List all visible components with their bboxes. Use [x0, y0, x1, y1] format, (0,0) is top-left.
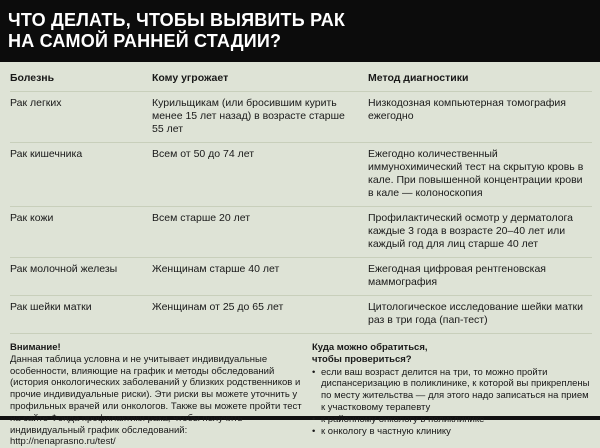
method-cell: Цитологическое исследование шейки матки раз в три года (пап-тест)	[368, 301, 583, 326]
list-item-text: к онкологу в частную клинику	[321, 425, 451, 437]
disease-cell: Рак кишечника	[10, 148, 83, 160]
table-row	[10, 207, 592, 258]
attention-section	[10, 342, 302, 448]
method-cell: Ежегодно количественный иммунохимический тест на скрытую кровь в кале. При повышенной концентрации крови в кале — колоноскопия	[368, 148, 584, 199]
column-header-method: Метод диагностики	[368, 72, 469, 84]
attention-title: Внимание!	[10, 342, 61, 353]
method-cell: Низкодозная компьютерная томография ежегодно	[368, 97, 566, 122]
list-item	[312, 426, 592, 438]
where-to-go-section	[312, 342, 592, 448]
where-to-go-list	[312, 367, 592, 438]
table-row	[10, 92, 592, 143]
list-item	[312, 367, 592, 414]
who-cell: Женщинам от 25 до 65 лет	[152, 301, 284, 313]
disease-cell: Рак молочной железы	[10, 263, 118, 275]
footer-notes	[0, 334, 600, 448]
table-header-row	[10, 70, 592, 92]
table-row	[10, 258, 592, 296]
list-item-text: если ваш возраст делится на три, то можно пройти диспансеризацию в поликлинике, к которой вы прикреплены по месту жительства — для этого надо записаться на прием к участковому терапевту	[321, 366, 590, 413]
who-cell: Курильщикам (или бросившим курить менее 15 лет назад) в возрасте старше 55 лет	[152, 97, 345, 135]
where-to-go-title-line1: Куда можно обратиться,	[312, 342, 428, 353]
attention-link[interactable]: http://nenaprasno.ru/test/	[10, 436, 116, 448]
column-header-disease: Болезнь	[10, 72, 55, 84]
title-bar	[0, 0, 600, 62]
page-title	[8, 10, 590, 52]
screening-table	[0, 62, 600, 334]
disease-cell: Рак кожи	[10, 212, 54, 224]
who-cell: Всем старше 20 лет	[152, 212, 251, 224]
bullet-icon: •	[312, 425, 316, 437]
method-cell: Профилактический осмотр у дерматолога каждые 3 года в возрасте 20–40 лет или каждый год для лиц старше 40 лет	[368, 212, 573, 250]
who-cell: Женщинам старше 40 лет	[152, 263, 280, 275]
bullet-icon: •	[312, 366, 316, 378]
disease-cell: Рак легких	[10, 97, 62, 109]
who-cell: Всем от 50 до 74 лет	[152, 148, 255, 160]
method-cell: Ежегодная цифровая рентгеновская маммография	[368, 263, 546, 288]
column-header-who: Кому угрожает	[152, 72, 229, 84]
table-row	[10, 143, 592, 207]
page-title-line2: НА САМОЙ РАННЕЙ СТАДИИ?	[8, 31, 282, 51]
page-title-line1: ЧТО ДЕЛАТЬ, ЧТОБЫ ВЫЯВИТЬ РАК	[8, 10, 346, 30]
bullet-icon: •	[312, 413, 316, 425]
disease-cell: Рак шейки матки	[10, 301, 92, 313]
list-item-text: к районному онкологу в поликлинике	[321, 413, 485, 425]
table-row	[10, 296, 592, 334]
attention-text: Данная таблица условна и не учитывает индивидуальные особенности, влияющие на график и методы обследований (история онкологических заболеваний у близких родственников и прочие индивидуальные риски). Эти риски вы можете уточнить у профильных врачей или онкологов. Также вы можете пройти тест на сайте Фонда профилактики рака, чтобы получить индивидуальный график обследований:	[10, 353, 302, 436]
where-to-go-title-line2: чтобы провериться?	[312, 353, 412, 365]
where-to-go-title	[312, 342, 592, 366]
